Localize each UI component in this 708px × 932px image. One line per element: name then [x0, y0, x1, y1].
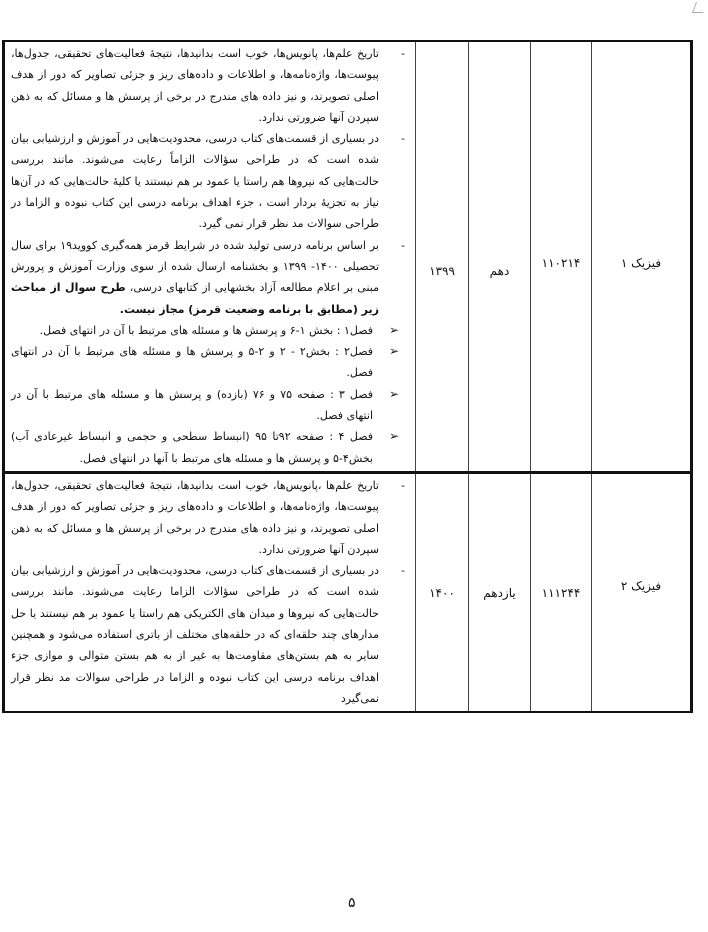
page-number: ۵ — [348, 895, 356, 911]
book-name: فیزیک ۱ — [592, 41, 692, 472]
bullet-dash: - — [401, 47, 405, 60]
item-text: تاریخ علم‌ها ،پانویس‌ها، خوب است بدانیدها، نتیجهٔ فعالیت‌های تحقیقی، جدول‌ها، پیوست‌ها، واژه‌نامه‌ها، و اطلاعات و داده‌های ریز و جزئی تصاویر که دور از هدف اصلی تصویرند، و نیز داده های مندرج در برخی از پرسش ها و مسائل که به ذهن سپردن آنها ضرورتی ندارد. — [11, 478, 379, 556]
grade: یازدهم — [469, 472, 531, 712]
item-text: تاریخ علم‌ها، پانویس‌ها، خوب است بدانیدها، نتیجهٔ فعالیت‌های تحقیقی، جدول‌ها، پیوست‌ها، واژه‌نامه‌ها، و اطلاعات و داده‌های ریز و جزئی تصاویر که دور از هدف اصلی تصویرند، و نیز داده های مندرج در برخی از پرسش ها و مسائل که به ذهن سپردن آنها ضرورتی ندارد. — [11, 47, 379, 124]
book-code: ۱۱۰۲۱۴ — [531, 41, 592, 472]
arrow-bullet-icon: ➢ — [388, 429, 399, 444]
list-item — [11, 128, 407, 234]
arrow-bullet-icon: ➢ — [388, 386, 399, 401]
sub-item-text: فصل۲ : بخش۲ - ۲ و ۲-۵ و پرسش ها و مسئله های مرتبط با آن در انتهای فصل. — [11, 345, 373, 380]
year: ۱۳۹۹ — [416, 41, 469, 472]
curriculum-table — [2, 40, 693, 713]
item-text: در بسیاری از قسمت‌های کتاب درسی، محدودیت‌هایی در آموزش و ارزشیابی بیان شده است که در طراحی سؤالات الزاما رعایت می‌شوند. مانند بررسی حالت‌هایی که نیروها و میدان های الکتریکی هم راستا یا عمود بر هم نیستند یا حل مدارهای چند حلقه‌ای که در حلقه‌های مختلف از باتری استفاده می‌شود و همچنین سایر به هم بستن‌های مقاومت‌ها به غیر از به هم بستن متوالی و موازی جزء اهداف برنامه درسی این کتاب نبوده و الزاما در طراحی سوالات مد نظر قرار نمی‌گیرد — [11, 564, 379, 705]
sub-list-item — [11, 426, 407, 469]
sub-item-text: فصل۱ : بخش ۱-۶ و پرسش ها و مسئله های مرتبط با آن در انتهای فصل. — [39, 323, 373, 337]
sub-list-item — [11, 320, 407, 341]
bullet-dash: - — [401, 238, 405, 252]
sub-list-item — [11, 341, 407, 384]
item-text: در بسیاری از قسمت‌های کتاب درسی، محدودیت‌هایی در آموزش و ارزشیابی بیان شده است که در طراحی سؤالات الزاماً رعایت می‌شوند. مانند بررسی حالت‌هایی که نیروها هم راستا یا عمود بر هم نیستند یا کلیهٔ حالت‌هایی که در آن‌ها نیاز به تجزیهٔ بردار است ، جزء اهداف برنامه درسی این کتاب نبوده و الزاما در طراحی سوالات مد نظر قرار نمی گیرد. — [11, 132, 379, 231]
book-name: فیزیک ۲ — [592, 472, 692, 712]
arrow-bullet-icon: ➢ — [388, 322, 399, 337]
exclusions-cell — [4, 41, 416, 472]
item-text: بر اساس برنامه درسی تولید شده در شرایط قرمز همه‌گیری کووید۱۹ برای سال تحصیلی ۱۴۰۰- ۱۳۹۹ و بخشنامه ارسال شده از سوی وزارت آموزش و پرورش مبنی بر اعلام مطالعه آزاد بخشهایی از کتابهای درسی، — [11, 238, 380, 295]
bullet-dash: - — [401, 564, 405, 578]
exclusions-cell — [4, 472, 416, 712]
arrow-bullet-icon: ➢ — [388, 344, 399, 359]
item-bold-text: طرح سوال از مباحث زیر (مطابق با برنامه وضعیت قرمز) مجاز نیست. — [11, 281, 379, 316]
page-corner-fold-icon — [692, 2, 707, 13]
year: ۱۴۰۰ — [416, 472, 469, 712]
list-item — [11, 475, 407, 560]
sub-list-item — [11, 384, 407, 427]
list-item — [11, 235, 407, 320]
list-item — [11, 43, 407, 128]
table-row — [4, 41, 692, 472]
bullet-dash: - — [401, 478, 405, 492]
list-item — [11, 560, 407, 709]
book-code: ۱۱۱۲۴۴ — [531, 472, 592, 712]
bullet-dash: - — [401, 132, 405, 146]
sub-item-text: فصل ۴ : صفحه ۹۲تا ۹۵ (انبساط سطحی و حجمی و انبساط غیرعادی آب) بخش۴-۵ و پرسش ها و مسئله های مرتبط با آنها در انتهای فصل. — [11, 430, 373, 465]
table-row — [4, 472, 692, 712]
grade: دهم — [469, 41, 531, 472]
sub-item-text: فصل ۳ : صفحه ۷۵ و ۷۶ (بازده) و پرسش ها و مسئله های مرتبط با آن در انتهای فصل. — [11, 387, 374, 423]
